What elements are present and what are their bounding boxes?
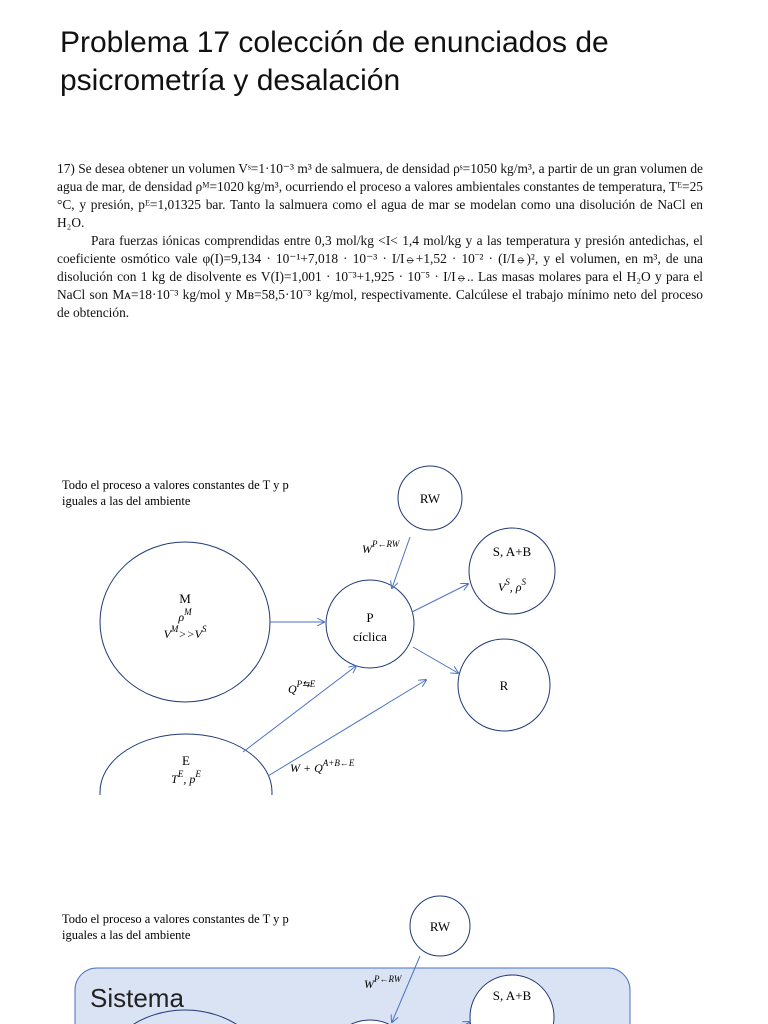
- arrow-process-to-brine: [412, 584, 468, 612]
- process-note-line: Todo el proceso a valores constantes de T y p: [62, 478, 289, 492]
- brine-label-2: S, A+B: [492, 988, 532, 1003]
- seawater-volume: $V^M_{>>V}^S$: [163, 624, 207, 641]
- process-note-2: [62, 911, 352, 943]
- brine-properties: $V^S_{, \rho}^S$: [497, 577, 527, 594]
- slide-title: Problema 17 colección de enunciados de psicrometría y desalación: [60, 26, 609, 97]
- brine-node: [469, 528, 555, 614]
- work-rw-label-2: $W^{P\leftarrow RW}$: [364, 974, 402, 991]
- problem-paragraph: 17) Se desea obtener un volumen Vˢ=1·10⁻³ m³ de salmuera, de densidad ρˢ=1050 kg/m³, a partir de un gran volumen de agua de mar, de densidad ρᴹ=1020 kg/m³, ocurriendo el proceso a valores ambientales constantes de temperatura, Tᴱ=25 °C, y presión, pᴱ=1,01325 bar. Tanto la salmuera como el agua de mar se modelan como una disolución de NaCl en H₂O.: [57, 161, 703, 230]
- heat-label: $Q^{P⇆E}$: [288, 679, 316, 696]
- cyclic-process-label: P: [366, 610, 374, 625]
- work-rw-label: $W^{P\leftarrow RW}$: [362, 539, 400, 556]
- environment-node: [100, 734, 272, 850]
- environment-label: E: [182, 753, 190, 768]
- rw-label: RW: [419, 491, 441, 506]
- reject-label: R: [499, 678, 509, 693]
- process-note-line: iguales a las del ambiente: [62, 494, 191, 508]
- cyclic-process-sublabel: cíclica: [353, 629, 387, 644]
- seawater-label: M: [179, 591, 191, 606]
- arrow-process-to-reject: [413, 647, 458, 673]
- problem-paragraph: Para fuerzas iónicas comprendidas entre 0,3 mol/kg <I< 1,4 mol/kg y a las temperatura y presión antedichas, el coeficiente osmótico vale φ(I)=9,134 · 10⁻¹+7,018 · 10⁻³ · I/I⦵+1,52 · 10⁻² · (I/I⦵)², y el volumen, en m³, de una disolución con 1 kg de disolvente es V(I)=1,001 · 10⁻³+1,925 · 10⁻⁵ · I/I⦵.. Las masas molares para el H₂O y para el NaCl son Mᴀ=18·10⁻³ kg/mol y Mʙ=58,5·10⁻³ kg/mol, respectivamente. Calcúlese el trabajo mínimo neto del proceso de obtención.: [57, 233, 703, 320]
- seawater-node: [100, 542, 270, 702]
- environment-properties: $T^E_{, p}^E$: [171, 769, 201, 786]
- system-label: Sistema: [90, 983, 184, 1013]
- seawater-density: $\rho^M$: [178, 607, 192, 624]
- process-note-line: iguales a las del ambiente: [62, 928, 191, 942]
- rw-label-2: RW: [429, 919, 451, 934]
- work-heat-label: $W + Q^{A+B\leftarrow E}$: [290, 758, 355, 775]
- process-note-line: Todo el proceso a valores constantes de T y p: [62, 912, 289, 926]
- brine-label: S, A+B: [492, 544, 532, 559]
